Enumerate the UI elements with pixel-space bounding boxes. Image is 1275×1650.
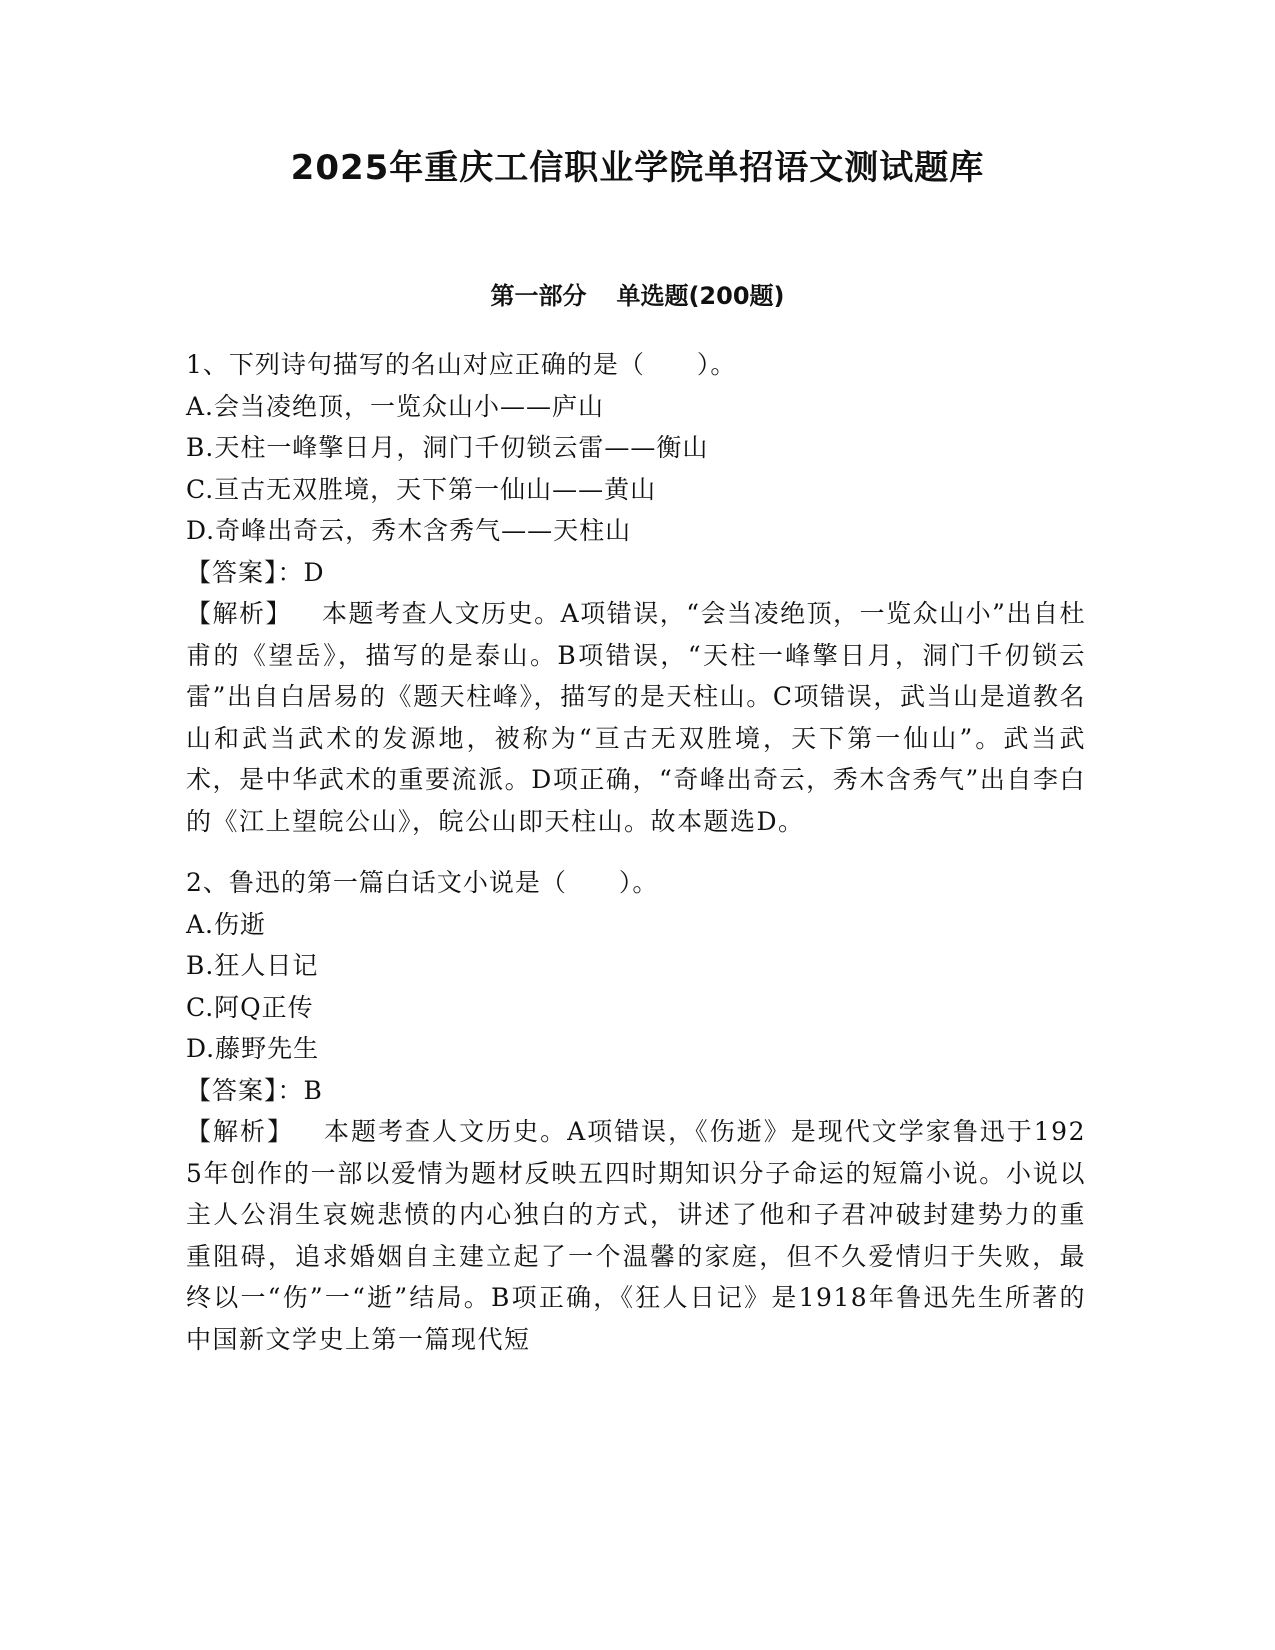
question-1 xyxy=(186,344,1086,842)
option-c: C.亘古无双胜境，天下第一仙山——黄山 xyxy=(186,474,657,504)
option-d: D.奇峰出奇云，秀木含秀气——天柱山 xyxy=(186,516,632,545)
option-a: A.伤逝 xyxy=(186,909,267,939)
answer: 【答案】：D xyxy=(186,557,325,587)
analysis xyxy=(186,1111,1086,1360)
analysis-text: 本题考查人文历史。A项错误，“会当凌绝顶，一览众山小”出自杜甫的《望岳》，描写的是泰山。B项错误，“天柱一峰擎日月，洞门千仞锁云雷”出自白居易的《题天柱峰》，描写的是天柱山。C项错误，武当山是道教名山和武当武术的发源地，被称为“亘古无双胜境，天下第一仙山”。武当武术，是中华武术的重要流派。D项正确，“奇峰出奇云，秀木含秀气”出自李白的《江上望皖公山》，皖公山即天柱山。故本题选D。 xyxy=(186,599,1086,836)
question-2 xyxy=(186,862,1086,1360)
analysis xyxy=(186,593,1086,842)
option-b: B.狂人日记 xyxy=(186,951,319,980)
analysis-text: 本题考查人文历史。A项错误，《伤逝》是现代文学家鲁迅于1925年创作的一部以爱情为题材反映五四时期知识分子命运的短篇小说。小说以主人公涓生哀婉悲愤的内心独白的方式，讲述了他和子君冲破封建势力的重重阻碍，追求婚姻自主建立起了一个温馨的家庭，但不久爱情归于失败，最终以一“伤”一“逝”结局。B项正确，《狂人日记》是1918年鲁迅先生所著的中国新文学史上第一篇现代短 xyxy=(186,1117,1086,1354)
option-b: B.天柱一峰擎日月，洞门千仞锁云雷——衡山 xyxy=(186,433,709,462)
section-name: 单选题(200题) xyxy=(616,282,785,310)
section-title xyxy=(0,280,1275,312)
option-c: C.阿Q正传 xyxy=(186,992,314,1022)
question-stem: 2、鲁迅的第一篇白话文小说是（ ）。 xyxy=(186,868,659,897)
question-stem: 1、下列诗句描写的名山对应正确的是（ ）。 xyxy=(186,350,737,379)
answer: 【答案】：B xyxy=(186,1075,323,1105)
option-a: A.会当凌绝顶，一览众山小——庐山 xyxy=(186,391,605,421)
option-d: D.藤野先生 xyxy=(186,1034,320,1063)
section-part: 第一部分 xyxy=(490,282,587,310)
question-list xyxy=(186,344,1086,1380)
analysis-label: 【解析】 xyxy=(186,599,293,628)
document-title: 2025年重庆工信职业学院单招语文测试题库 xyxy=(290,148,985,188)
analysis-label: 【解析】 xyxy=(186,1117,295,1146)
